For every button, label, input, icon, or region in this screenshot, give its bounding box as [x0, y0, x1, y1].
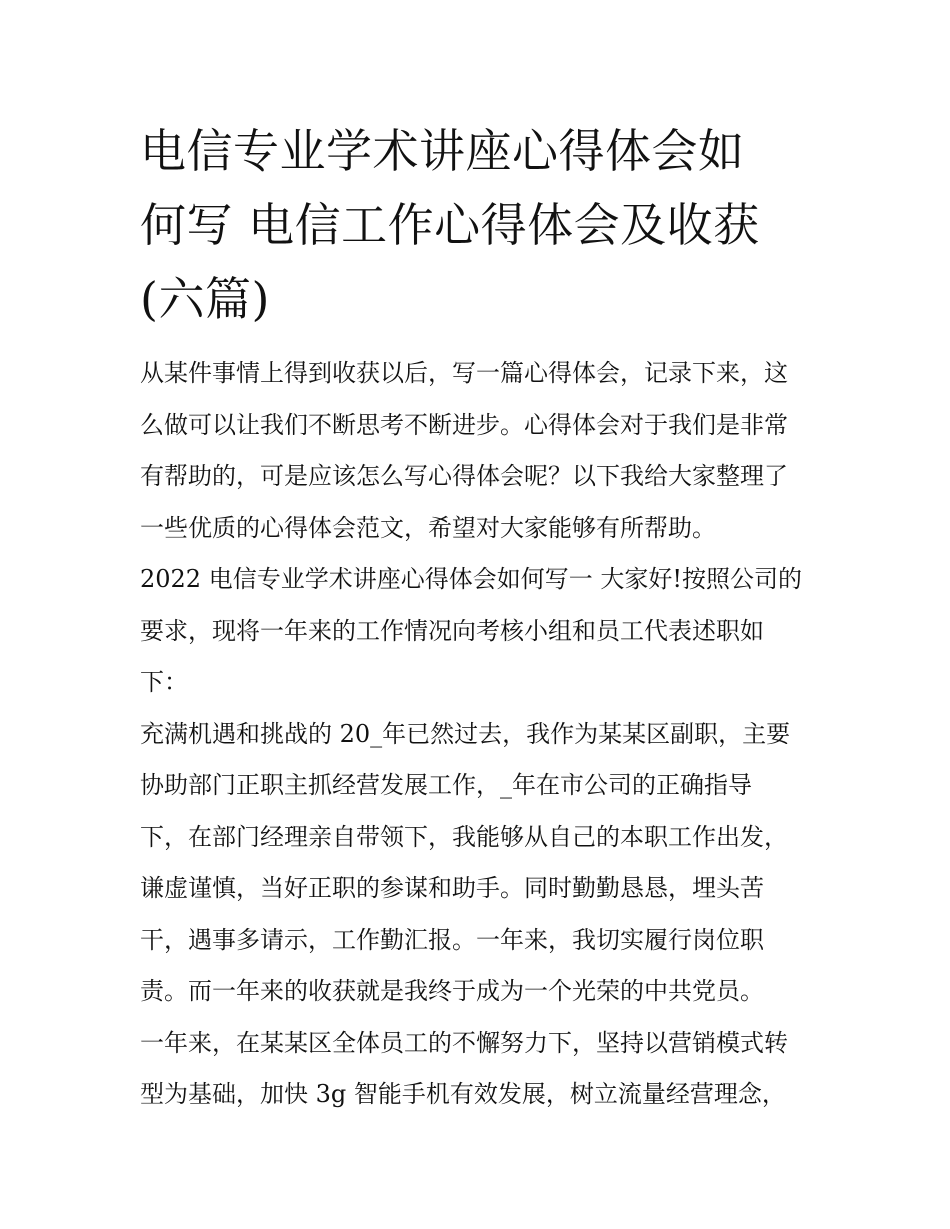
document-title [140, 114, 820, 336]
title-line: 电信专业学术讲座心得体会如 [140, 124, 745, 178]
body-line: 下，在部门经理亲自带领下，我能够从自己的本职工作出发， [140, 822, 788, 851]
body-line: 一些优质的心得体会范文，希望对大家能够有所帮助。 [140, 513, 716, 542]
body-line: 谦虚谨慎，当好正职的参谋和助手。同时勤勤恳恳，埋头苦 [140, 874, 764, 902]
body-line: 2022 电信专业学术讲座心得体会如何写一 大家好!按照公司的 [140, 565, 802, 593]
body-line: 充满机遇和挑战的 20_年已然过去，我作为某某区副职，主要 [140, 719, 791, 748]
title-line: (六篇) [140, 272, 270, 326]
body-line: 协助部门正职主抓经营发展工作，_年在市公司的正确指导 [140, 771, 752, 799]
body-line: 责。而一年来的收获就是我终于成为一个光荣的中共党员。 [140, 977, 764, 1005]
body-line: 干，遇事多请示，工作勤汇报。一年来，我切实履行岗位职 [140, 925, 764, 954]
title-line: 何写 电信工作心得体会及收获 [140, 198, 760, 252]
body-line: 下： [140, 668, 188, 696]
body-line: 有帮助的，可是应该怎么写心得体会呢？以下我给大家整理了 [140, 462, 788, 490]
body-line: 要求，现将一年来的工作情况向考核小组和员工代表述职如 [140, 616, 764, 645]
body-line: 型为基础，加快 3g 智能手机有效发展，树立流量经营理念， [140, 1080, 786, 1108]
body-line: 么做可以让我们不断思考不断进步。心得体会对于我们是非常 [140, 410, 788, 439]
body-line: 从某件事情上得到收获以后，写一篇心得体会，记录下来，这 [140, 359, 788, 387]
body-line: 一年来，在某某区全体员工的不懈努力下，坚持以营销模式转 [140, 1028, 788, 1057]
document-body [140, 348, 830, 1121]
